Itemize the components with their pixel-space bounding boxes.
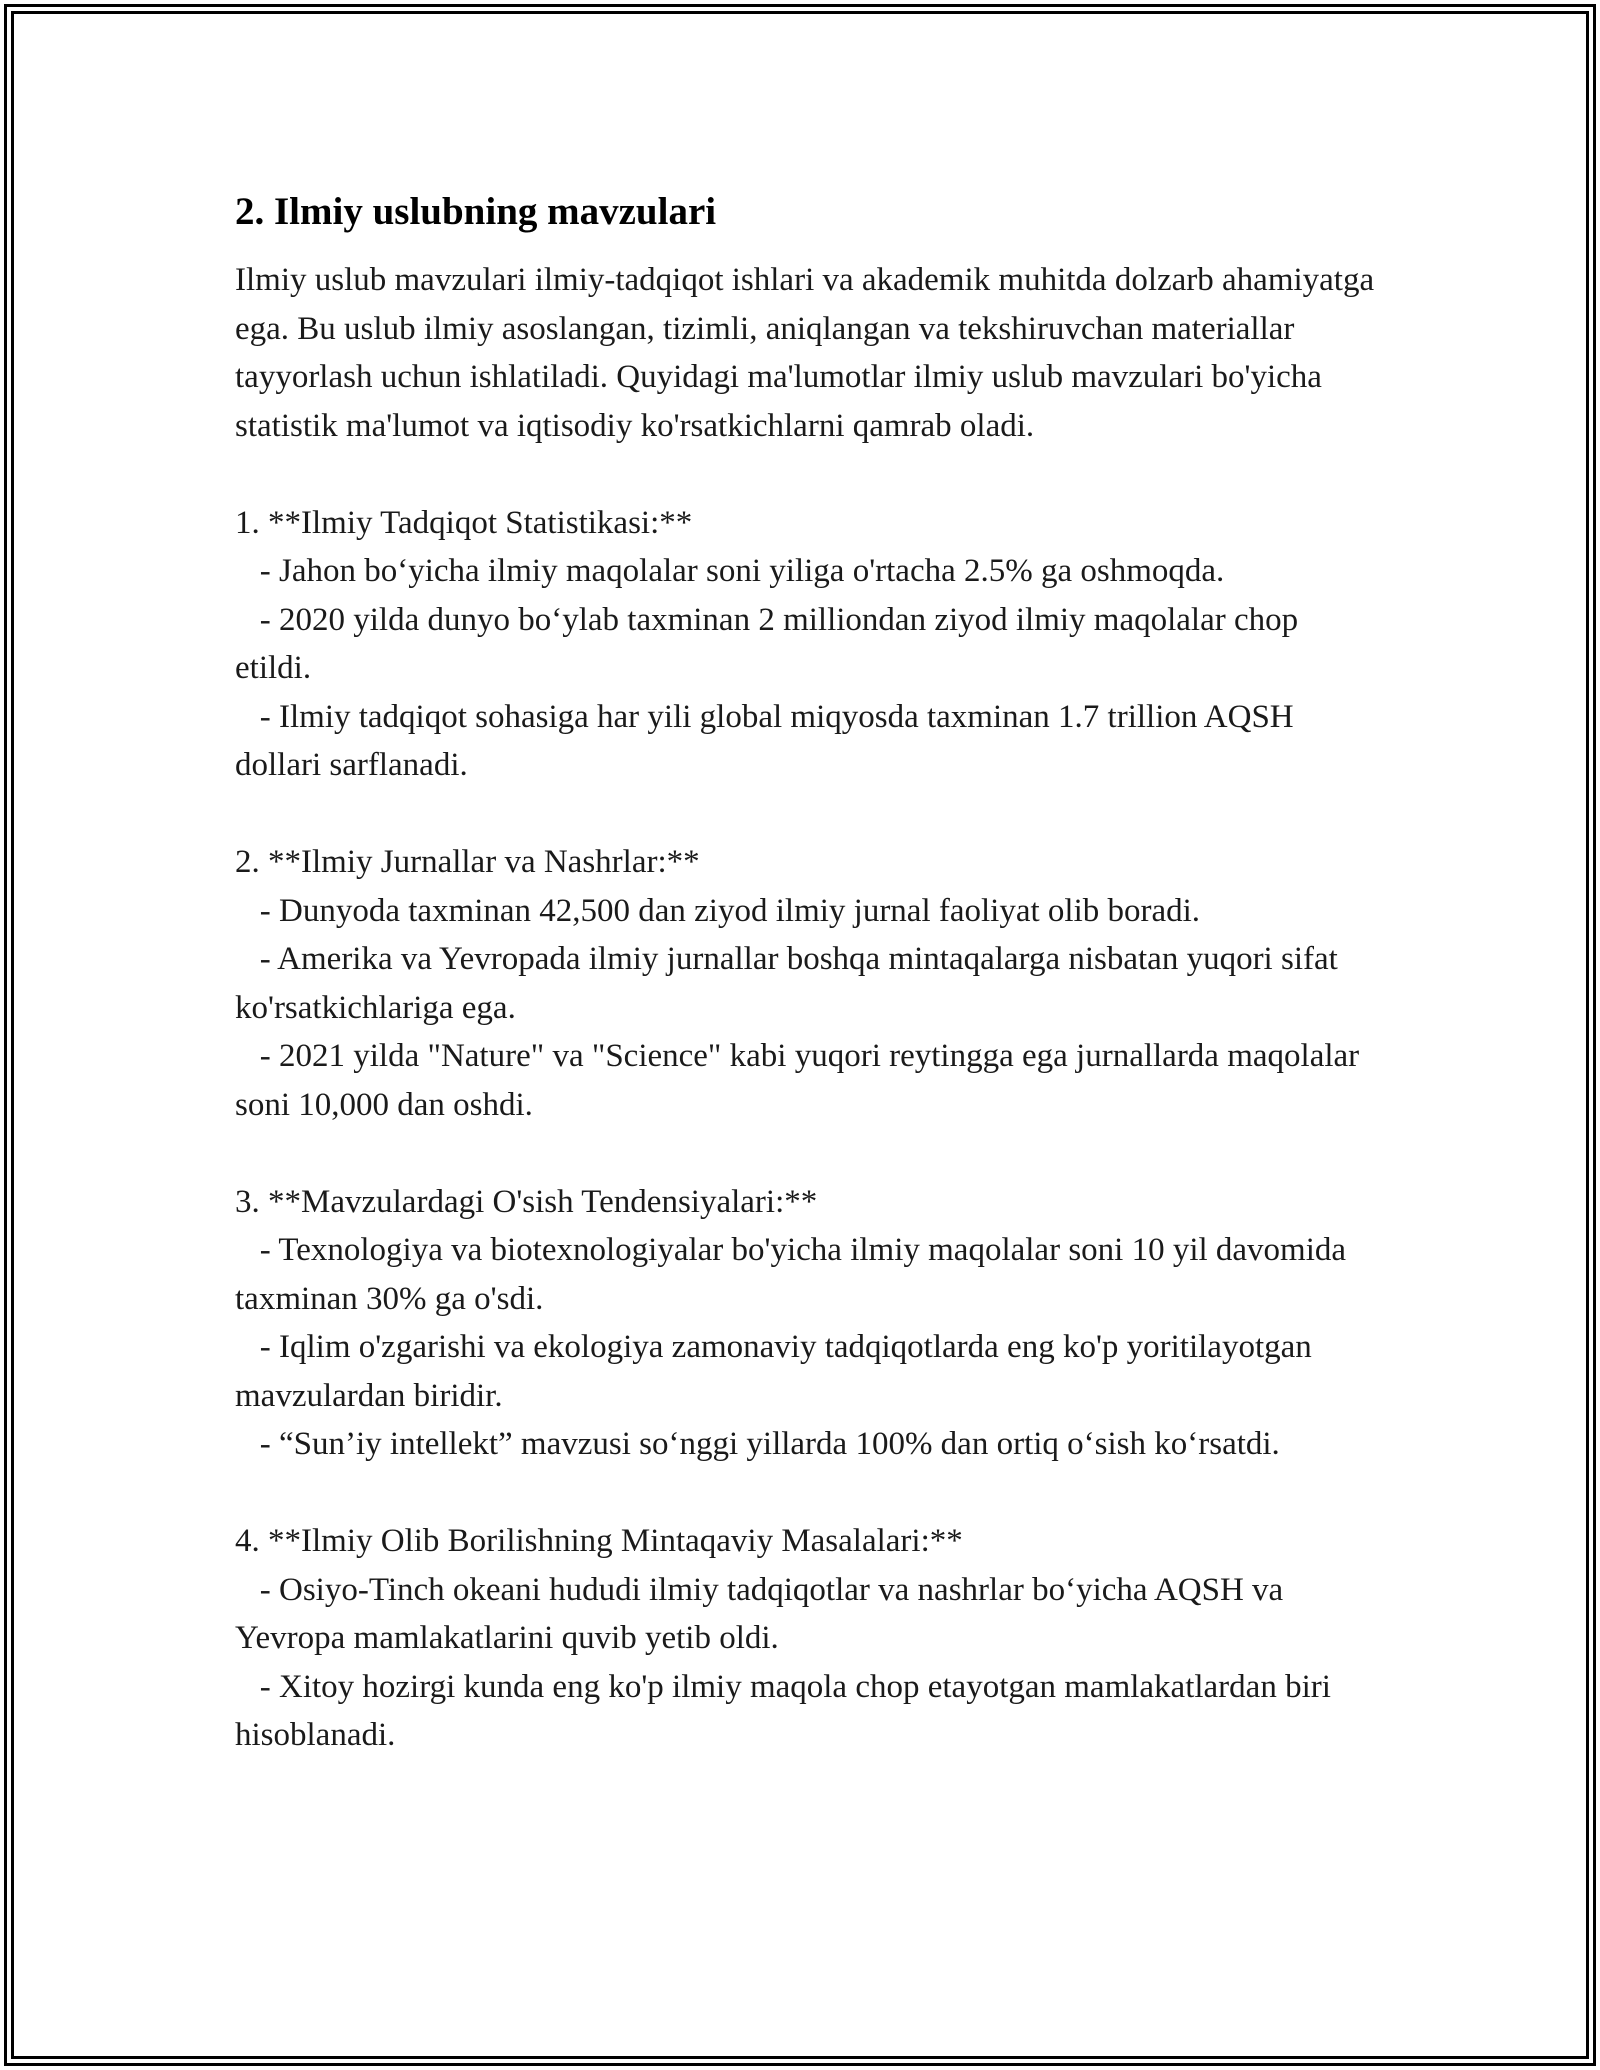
list-item: - Dunyoda taxminan 42,500 dan ziyod ilmiy jurnal faoliyat olib boradi. (235, 892, 1201, 929)
section-title: 1. **Ilmiy Tadqiqot Statistikasi:** (235, 504, 693, 541)
section-title: 3. **Mavzulardagi O'sish Tendensiyalari:** (235, 1183, 818, 1220)
section-heading: 2. Ilmiy uslubning mavzulari (235, 190, 717, 233)
list-item: - 2020 yilda dunyo bo‘ylab taxminan 2 milliondan ziyod ilmiy maqolalar chop etildi. (235, 601, 1307, 686)
list-item: - 2021 yilda "Nature" va "Science" kabi yuqori reytingga ega jurnallarda maqolalar soni 10,000 dan oshdi. (235, 1038, 1368, 1123)
list-item: - “Sun’iy intellekt” mavzusi so‘nggi yillarda 100% dan ortiq o‘sish ko‘rsatdi. (235, 1426, 1280, 1462)
list-item: - Ilmiy tadqiqot sohasiga har yili global miqyosda taxminan 1.7 trillion AQSH dollari sarflanadi. (235, 698, 1302, 783)
section-title: 4. **Ilmiy Olib Borilishning Mintaqaviy Masalalari:** (235, 1523, 963, 1559)
list-item: - Texnologiya va biotexnologiyalar bo'yicha ilmiy maqolalar soni 10 yil davomida taxminan 30% ga o'sdi. (235, 1232, 1355, 1317)
section-regional-issues (235, 1517, 1375, 1760)
section-research-statistics (235, 499, 1375, 790)
list-item: - Amerika va Yevropada ilmiy jurnallar boshqa mintaqalarga nisbatan yuqori sifat ko'rsatkichlariga ega. (235, 941, 1347, 1026)
list-item: - Xitoy hozirgi kunda eng ko'p ilmiy maqola chop etayotgan mamlakatlardan biri hisoblanadi. (235, 1668, 1340, 1753)
section-growth-trends (235, 1178, 1375, 1469)
list-item: - Iqlim o'zgarishi va ekologiya zamonaviy tadqiqotlarda eng ko'p yoritilayotgan mavzulardan biridir. (235, 1329, 1321, 1414)
section-journals (235, 838, 1375, 1129)
document-body (235, 188, 1375, 1760)
list-item: - Jahon bo‘yicha ilmiy maqolalar soni yiliga o'rtacha 2.5% ga oshmoqda. (235, 553, 1225, 589)
list-item: - Osiyo-Tinch okeani hududi ilmiy tadqiqotlar va nashrlar bo‘yicha AQSH va Yevropa mamlakatlarini quvib yetib oldi. (235, 1571, 1291, 1656)
section-title: 2. **Ilmiy Jurnallar va Nashrlar:** (235, 844, 700, 880)
intro-paragraph: Ilmiy uslub mavzulari ilmiy-tadqiqot ishlari va akademik muhitda dolzarb ahamiyatga ega. Bu uslub ilmiy asoslangan, tizimli, aniqlangan va tekshiruvchan materiallar tayyorlash uchun ishlatiladi. Quyidagi ma'lumotlar ilmiy uslub mavzulari bo'yicha statistik ma'lumot va iqtisodiy ko'rsatkichlarni qamrab oladi. (235, 262, 1375, 444)
